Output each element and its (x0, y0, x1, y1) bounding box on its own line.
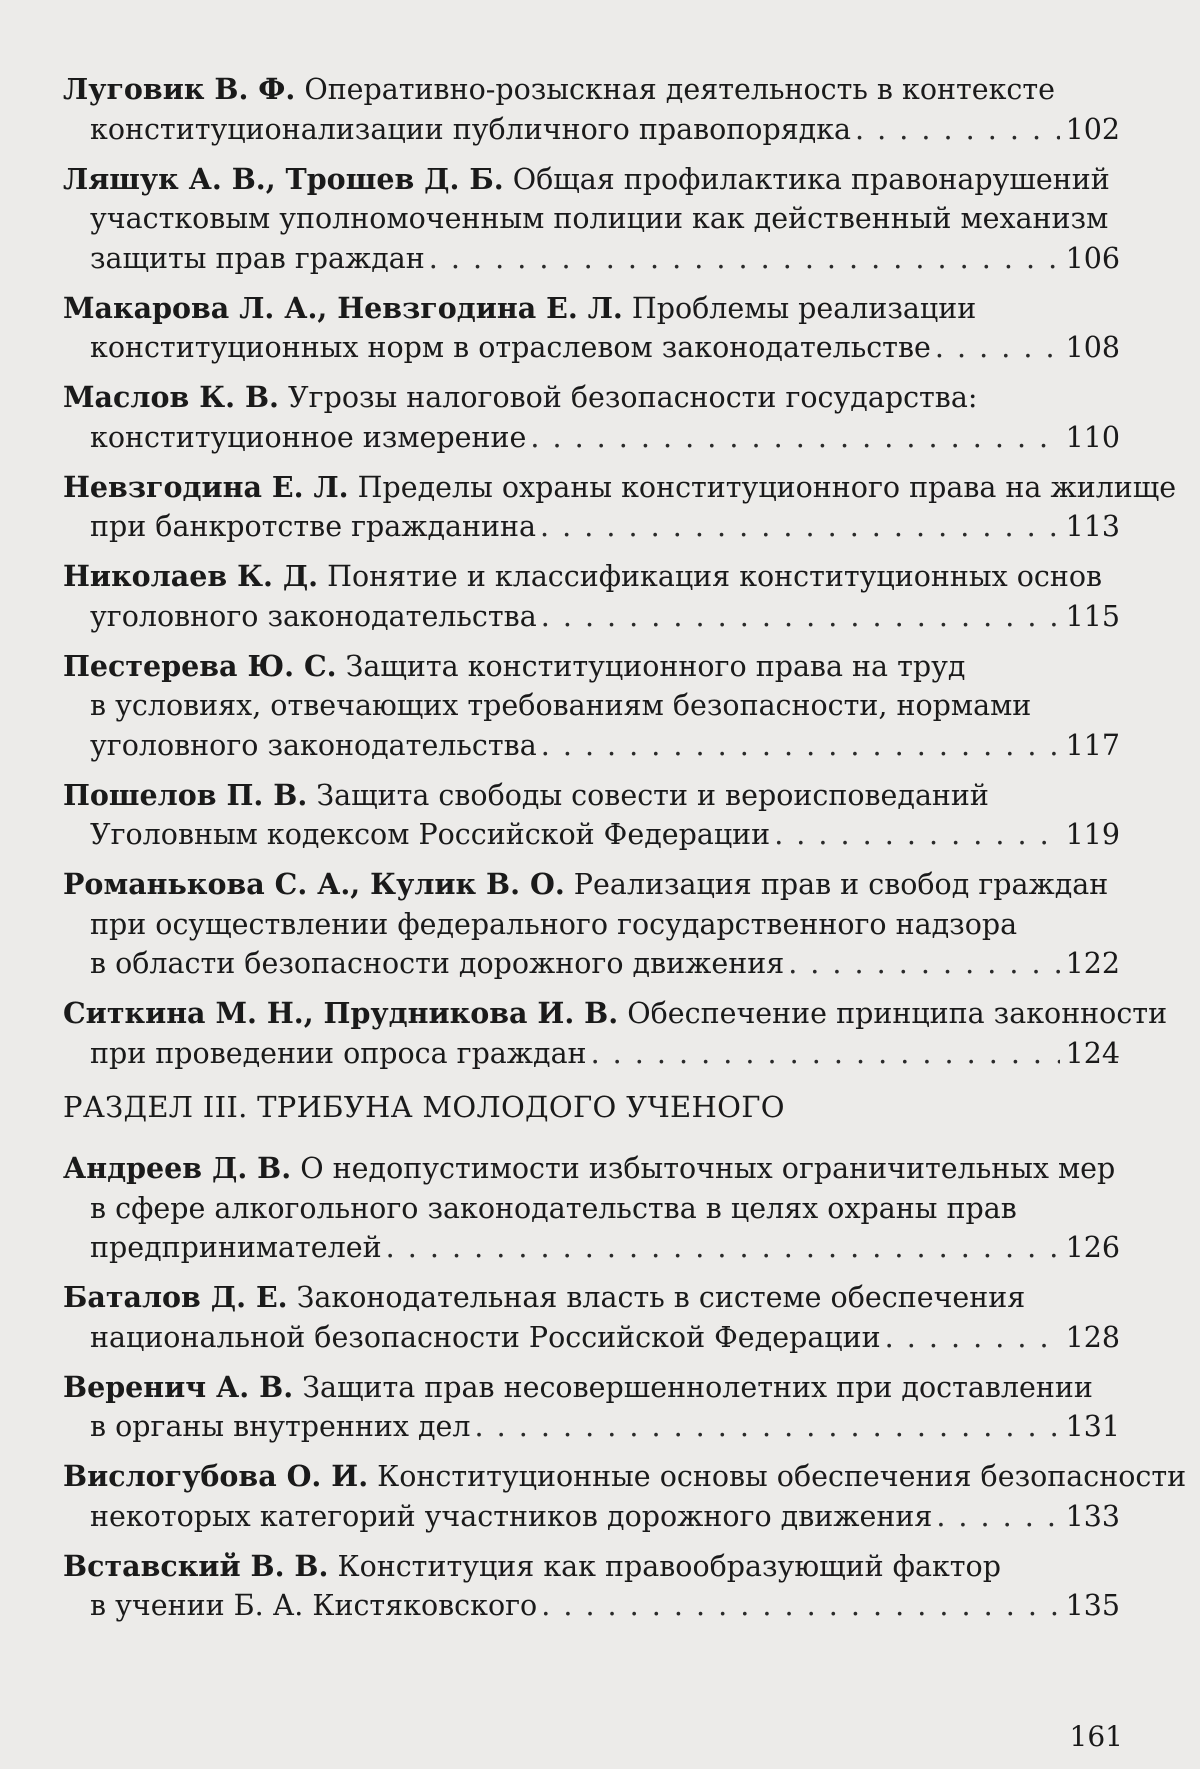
entry-title-line: Оперативно-розыскная деятельность в контексте (295, 73, 1056, 106)
entry-page-number: 133 (1065, 1499, 1120, 1533)
entry-author: Романькова С. А., Кулик В. О. (63, 867, 565, 901)
entry-title-line: участковым уполномоченным полиции как действенный механизм (90, 202, 1109, 235)
entry-title-line: О недопустимости избыточных ограничительных мер (291, 1152, 1116, 1185)
entry-title-line: уголовного законодательства (90, 599, 537, 633)
dot-leader (885, 1318, 1060, 1358)
toc-entry (63, 994, 1168, 1073)
toc-entry (63, 1368, 1120, 1447)
entry-page-number: 126 (1065, 1231, 1120, 1264)
toc-entry (63, 865, 1120, 984)
entry-title-line: в условиях, отвечающих требованиям безопасности, нормами (90, 689, 1032, 722)
entry-author: Маслов К. В. (63, 380, 279, 414)
dot-leader (540, 507, 1060, 547)
entry-author: Пестерева Ю. С. (63, 648, 337, 683)
entry-title-line: Конституция как правообразующий фактор (328, 1549, 1001, 1583)
dot-leader (386, 1228, 1060, 1268)
toc-entry (63, 776, 1120, 855)
entry-title-line: некоторых категорий участников дорожного движения (90, 1499, 933, 1533)
entry-author: Ситкина М. Н., Прудникова И. В. (63, 996, 619, 1030)
page-number: 161 (1069, 1720, 1123, 1753)
toc-entry (63, 468, 1177, 547)
entry-author: Баталов Д. Е. (63, 1280, 288, 1314)
toc-entry (63, 378, 1120, 457)
entry-author: Невзгодина Е. Л. (63, 469, 349, 504)
entry-author: Вставский В. В. (63, 1548, 329, 1583)
toc-entry (63, 1457, 1187, 1536)
entry-author: Пошелов П. В. (63, 777, 308, 812)
toc-entry (63, 1547, 1120, 1626)
entry-title-line: защиты прав граждан (90, 241, 425, 275)
entry-title-line: при проведении опроса граждан (90, 1036, 587, 1070)
entry-title-line: Законодательная власть в системе обеспечения (287, 1281, 1026, 1314)
entry-page-number: 115 (1065, 599, 1120, 633)
toc-entry (63, 1278, 1120, 1357)
entry-author: Луговик В. Ф. (63, 72, 296, 106)
entry-title-line: Угрозы налоговой безопасности государства: (278, 381, 978, 414)
entry-author: Андреев Д. В. (63, 1151, 292, 1185)
entry-author: Вислогубова О. И. (63, 1459, 369, 1493)
entry-title-line: Реализация прав и свобод граждан (564, 868, 1109, 901)
entry-title-line: Обеспечение принципа законности (618, 997, 1168, 1030)
dot-leader (788, 944, 1059, 984)
entry-title-line: Конституционные основы обеспечения безопасности (368, 1460, 1187, 1493)
dot-leader (541, 726, 1060, 766)
dot-leader (541, 597, 1060, 637)
dot-leader (936, 1497, 1059, 1537)
dot-leader (855, 110, 1060, 150)
entry-title-line: Защита прав несовершеннолетних при доставлении (293, 1370, 1093, 1404)
dot-leader (530, 418, 1059, 458)
dot-leader (774, 815, 1059, 855)
dot-leader (935, 328, 1060, 368)
toc-entry (63, 70, 1120, 149)
toc-entry (63, 160, 1120, 279)
toc-entry (63, 1149, 1120, 1268)
entry-author: Макарова Л. А., Невзгодина Е. Л. (63, 290, 623, 325)
toc-entry (63, 647, 1120, 766)
entry-title-line: Уголовным кодексом Российской Федерации (90, 818, 771, 851)
entry-title-line: Защита свободы совести и вероисповеданий (307, 778, 989, 812)
entry-title-line: Понятие и классификация конституционных основ (318, 560, 1103, 593)
entry-page-number: 106 (1065, 241, 1120, 275)
entry-page-number: 113 (1065, 510, 1120, 543)
entry-title-line: в области безопасности дорожного движения (90, 947, 785, 980)
dot-leader (541, 1586, 1059, 1626)
entry-page-number: 102 (1065, 112, 1120, 146)
entry-page-number: 108 (1065, 331, 1120, 364)
dot-leader (429, 239, 1060, 279)
entry-title-line: национальной безопасности Российской Федерации (90, 1320, 881, 1354)
entry-page-number: 131 (1065, 1410, 1120, 1443)
entry-author: Веренич А. В. (63, 1369, 294, 1404)
entry-title-line: конституционализации публичного правопорядка (90, 112, 852, 146)
entry-page-number: 110 (1065, 420, 1120, 454)
entry-title-line: в сфере алкогольного законодательства в целях охраны прав (90, 1191, 1017, 1225)
entry-page-number: 117 (1065, 728, 1120, 762)
entry-author: Николаев К. Д. (63, 559, 319, 593)
entry-title-line: предпринимателей (90, 1231, 382, 1264)
entry-title-line: Пределы охраны конституционного права на жилище (348, 470, 1177, 504)
toc-entry (63, 557, 1120, 636)
entry-title-line: уголовного законодательства (90, 728, 537, 762)
entry-title-line: конституционное измерение (90, 420, 527, 454)
entry-title-line: при банкротстве гражданина (90, 510, 537, 543)
entry-page-number: 119 (1065, 818, 1120, 851)
toc-entry (63, 289, 1120, 368)
dot-leader (475, 1407, 1060, 1447)
entry-title-line: в учении Б. А. Кистяковского (90, 1589, 538, 1622)
dot-leader (591, 1034, 1060, 1074)
entry-title-line: Защита конституционного права на труд (336, 649, 966, 683)
entry-title-line: Проблемы реализации (622, 291, 977, 325)
entry-page-number: 128 (1065, 1320, 1120, 1354)
entry-title-line: Общая профилактика правонарушений (503, 162, 1110, 196)
entry-title-line: в органы внутренних дел (90, 1410, 471, 1443)
entry-page-number: 135 (1065, 1589, 1120, 1622)
entry-page-number: 124 (1065, 1036, 1120, 1070)
section-heading: РАЗДЕЛ III. ТРИБУНА МОЛОДОГО УЧЕНОГО (63, 1090, 785, 1124)
entry-page-number: 122 (1065, 947, 1120, 980)
entry-author: Ляшук А. В., Трошев Д. Б. (63, 161, 504, 196)
entry-title-line: конституционных норм в отраслевом законодательстве (90, 331, 931, 364)
entry-title-line: при осуществлении федерального государственного надзора (90, 907, 1018, 941)
